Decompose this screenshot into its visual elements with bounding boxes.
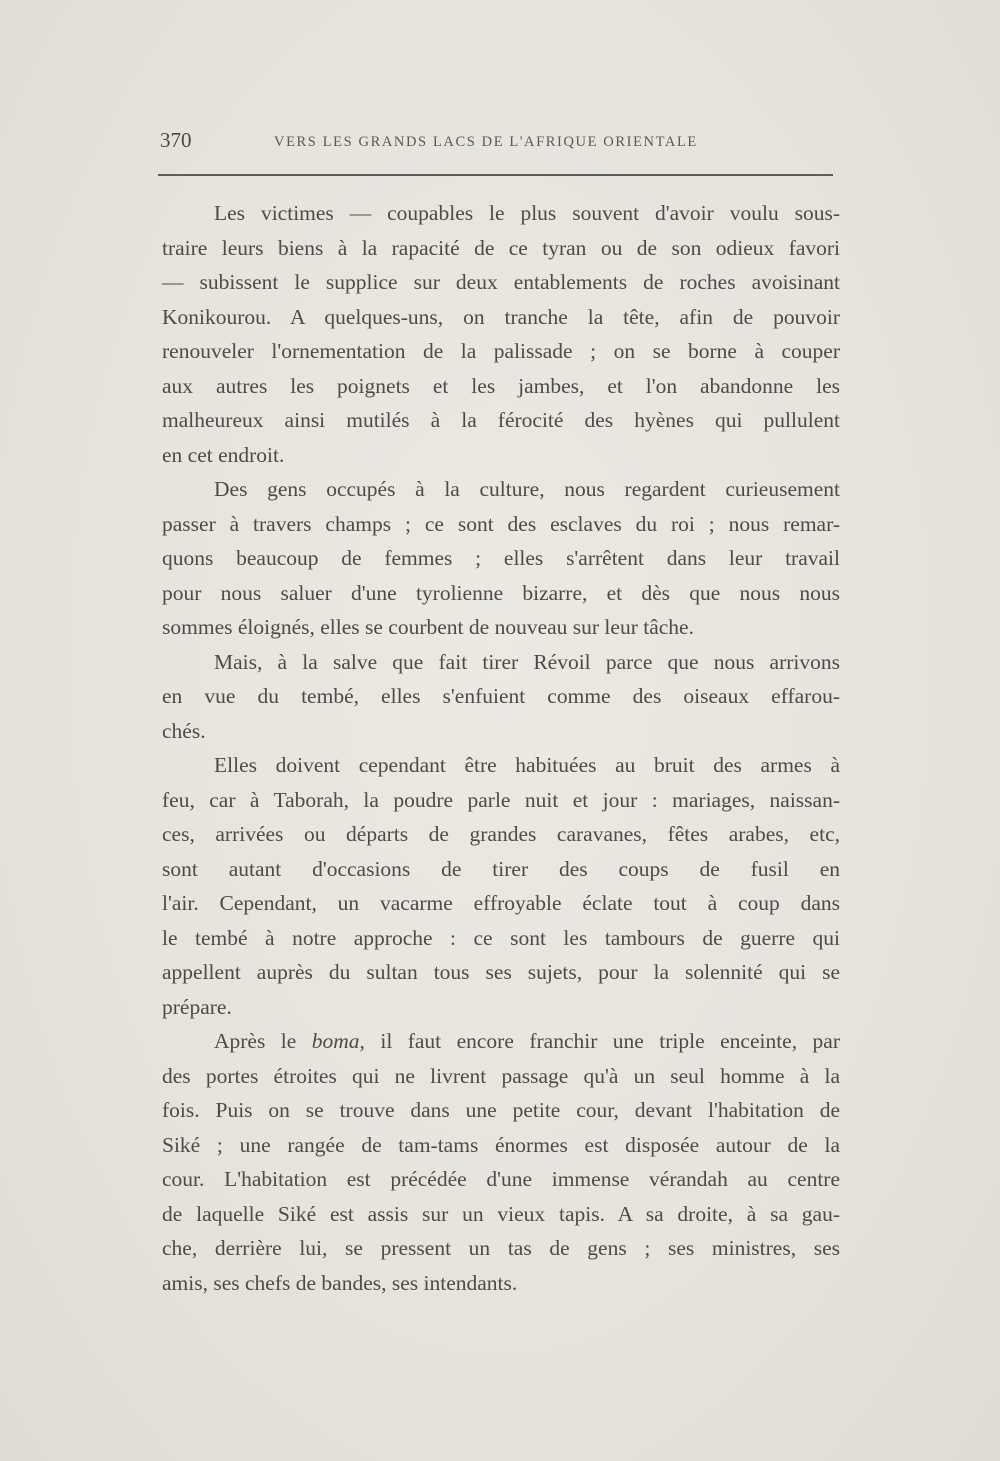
text-line: chés. [162, 718, 206, 743]
header-rule [158, 174, 833, 176]
text-line: pour nous saluer d'une tyrolienne bizarre, et dès que nous nous [162, 580, 840, 605]
text-line: aux autres les poignets et les jambes, et l'on abandonne les [162, 373, 840, 398]
text-line: traire leurs biens à la rapacité de ce tyran ou de son odieux favori [162, 235, 840, 260]
running-title: VERS LES GRANDS LACS DE L'AFRIQUE ORIENTALE [274, 134, 698, 150]
text-segment: , il faut encore franchir une triple enceinte, par [359, 1029, 840, 1053]
running-head [160, 128, 834, 158]
text-line: Mais, à la salve que fait tirer Révoil parce que nous arrivons [214, 649, 840, 674]
text-line: renouveler l'ornementation de la palissade ; on se borne à couper [162, 339, 840, 363]
text-line: Des gens occupés à la culture, nous regardent curieusement [214, 477, 840, 501]
text-line: prépare. [162, 994, 232, 1019]
text-segment: Après le [214, 1029, 312, 1053]
text-line: des portes étroites qui ne livrent passage qu'à un seul homme à la [162, 1063, 840, 1088]
text-line: en vue du tembé, elles s'enfuient comme des oiseaux effarou- [162, 684, 840, 708]
text-line: feu, car à Taborah, la poudre parle nuit et jour : mariages, naissan- [162, 787, 840, 812]
text-line: cour. L'habitation est précédée d'une immense vérandah au centre [162, 1167, 840, 1191]
text-line: l'air. Cependant, un vacarme effroyable éclate tout à coup dans [162, 891, 840, 915]
text-line: che, derrière lui, se pressent un tas de gens ; ses ministres, ses [162, 1236, 840, 1260]
text-line: Konikourou. A quelques-uns, on tranche la tête, afin de pouvoir [162, 304, 840, 329]
text-line: Les victimes — coupables le plus souvent d'avoir voulu sous- [214, 201, 840, 225]
text-line: malheureux ainsi mutilés à la férocité des hyènes qui pullulent [162, 408, 840, 432]
italic-term: boma [311, 1029, 360, 1053]
page-number: 370 [160, 128, 192, 152]
text-line: le tembé à notre approche : ce sont les tambours de guerre qui [162, 925, 840, 950]
body-text [162, 196, 840, 1300]
text-line: passer à travers champs ; ce sont des esclaves du roi ; nous remar- [162, 511, 840, 536]
text-line: sommes éloignés, elles se courbent de nouveau sur leur tâche. [162, 615, 694, 639]
text-line: Elles doivent cependant être habituées au bruit des armes à [214, 753, 840, 777]
text-line: Siké ; une rangée de tam-tams énormes est disposée autour de la [162, 1132, 840, 1157]
text-line: quons beaucoup de femmes ; elles s'arrêtent dans leur travail [162, 546, 840, 570]
text-line: en cet endroit. [162, 442, 285, 467]
text-line: sont autant d'occasions de tirer des coups de fusil en [162, 856, 840, 881]
text-line: de laquelle Siké est assis sur un vieux tapis. A sa droite, à sa gau- [162, 1201, 840, 1226]
text-line: appellent auprès du sultan tous ses sujets, pour la solennité qui se [162, 960, 840, 984]
text-line [162, 1024, 840, 1059]
text-line: ces, arrivées ou départs de grandes caravanes, fêtes arabes, etc, [162, 822, 840, 846]
text-line: — subissent le supplice sur deux entablements de roches avoisinant [162, 270, 840, 294]
text-line: fois. Puis on se trouve dans une petite cour, devant l'habitation de [162, 1098, 840, 1122]
text-line: amis, ses chefs de bandes, ses intendants. [162, 1270, 518, 1295]
